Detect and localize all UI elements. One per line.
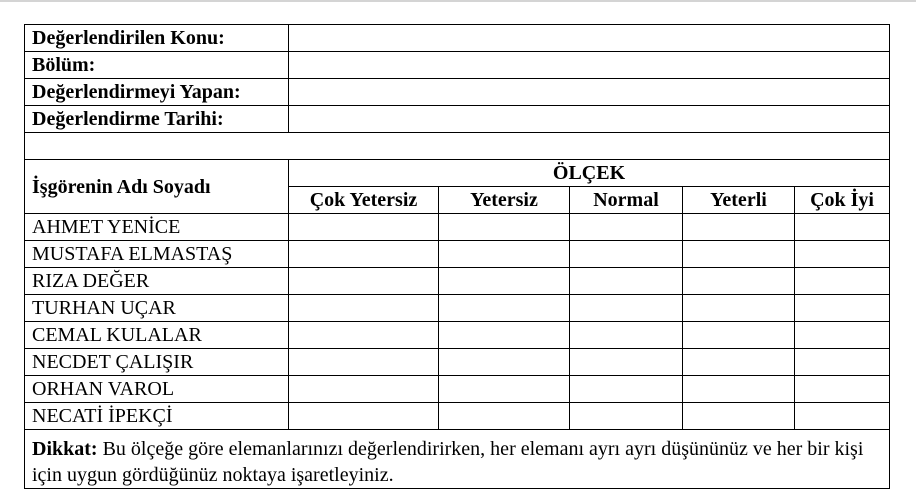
- employee-name: TURHAN UÇAR: [25, 295, 289, 322]
- employee-name: ORHAN VAROL: [25, 376, 289, 403]
- rating-cell[interactable]: [439, 349, 570, 376]
- rating-cell[interactable]: [289, 403, 439, 430]
- rating-cell[interactable]: [439, 322, 570, 349]
- rating-cell[interactable]: [683, 241, 795, 268]
- rating-cell[interactable]: [439, 403, 570, 430]
- evaluation-form-table: [24, 24, 890, 489]
- page-top-edge: [0, 0, 916, 2]
- rating-cell[interactable]: [439, 268, 570, 295]
- rating-cell[interactable]: [570, 322, 683, 349]
- employee-row: [25, 376, 890, 403]
- field-label-department: Bölüm:: [25, 52, 289, 79]
- rating-cell[interactable]: [683, 403, 795, 430]
- rating-cell[interactable]: [795, 295, 890, 322]
- rating-cell[interactable]: [683, 214, 795, 241]
- field-value-topic[interactable]: [289, 25, 890, 52]
- rating-cell[interactable]: [439, 241, 570, 268]
- rating-cell[interactable]: [795, 241, 890, 268]
- name-column-header: İşgörenin Adı Soyadı: [25, 160, 289, 214]
- employee-name: MUSTAFA ELMASTAŞ: [25, 241, 289, 268]
- scale-header: ÖLÇEK: [289, 160, 890, 187]
- rating-cell[interactable]: [795, 349, 890, 376]
- employee-name: NECATİ İPEKÇİ: [25, 403, 289, 430]
- employee-row: [25, 214, 890, 241]
- scale-level-header: Yetersiz: [439, 187, 570, 214]
- rating-cell[interactable]: [439, 295, 570, 322]
- rating-cell[interactable]: [289, 241, 439, 268]
- employee-row: [25, 403, 890, 430]
- scale-level-header: Normal: [570, 187, 683, 214]
- field-row-topic: [25, 25, 890, 52]
- employee-row: [25, 268, 890, 295]
- field-row-evaluator: [25, 79, 890, 106]
- rating-cell[interactable]: [570, 349, 683, 376]
- scale-level-header: Yeterli: [683, 187, 795, 214]
- field-value-evaluator[interactable]: [289, 79, 890, 106]
- note-text: Bu ölçeğe göre elemanlarınızı değerlendirirken, her elemanı ayrı ayrı düşününüz ve her bir kişi için uygun gördüğünüz noktaya işaretleyiniz.: [32, 438, 864, 486]
- field-value-department[interactable]: [289, 52, 890, 79]
- scale-header-row: [25, 160, 890, 187]
- employee-name: NECDET ÇALIŞIR: [25, 349, 289, 376]
- employee-row: [25, 241, 890, 268]
- rating-cell[interactable]: [289, 349, 439, 376]
- rating-cell[interactable]: [795, 214, 890, 241]
- field-row-department: [25, 52, 890, 79]
- scale-level-header: Çok Yetersiz: [289, 187, 439, 214]
- scale-level-header: Çok İyi: [795, 187, 890, 214]
- spacer-row: [25, 133, 890, 160]
- note-label: Dikkat:: [32, 438, 98, 460]
- rating-cell[interactable]: [795, 376, 890, 403]
- field-value-date[interactable]: [289, 106, 890, 133]
- rating-cell[interactable]: [289, 268, 439, 295]
- employee-row: [25, 295, 890, 322]
- field-label-date: Değerlendirme Tarihi:: [25, 106, 289, 133]
- employee-name: RIZA DEĞER: [25, 268, 289, 295]
- field-row-date: [25, 106, 890, 133]
- field-label-topic: Değerlendirilen Konu:: [25, 25, 289, 52]
- rating-cell[interactable]: [795, 403, 890, 430]
- rating-cell[interactable]: [570, 268, 683, 295]
- rating-cell[interactable]: [795, 268, 890, 295]
- rating-cell[interactable]: [289, 295, 439, 322]
- employee-name: AHMET YENİCE: [25, 214, 289, 241]
- rating-cell[interactable]: [683, 295, 795, 322]
- rating-cell[interactable]: [570, 295, 683, 322]
- employee-name: CEMAL KULALAR: [25, 322, 289, 349]
- rating-cell[interactable]: [289, 376, 439, 403]
- employee-row: [25, 322, 890, 349]
- rating-cell[interactable]: [439, 214, 570, 241]
- rating-cell[interactable]: [570, 241, 683, 268]
- rating-cell[interactable]: [683, 376, 795, 403]
- rating-cell[interactable]: [570, 214, 683, 241]
- spacer-cell: [25, 133, 890, 160]
- rating-cell[interactable]: [683, 322, 795, 349]
- rating-cell[interactable]: [683, 268, 795, 295]
- rating-cell[interactable]: [570, 403, 683, 430]
- rating-cell[interactable]: [439, 376, 570, 403]
- rating-cell[interactable]: [289, 214, 439, 241]
- rating-cell[interactable]: [795, 322, 890, 349]
- rating-cell[interactable]: [570, 376, 683, 403]
- field-label-evaluator: Değerlendirmeyi Yapan:: [25, 79, 289, 106]
- rating-cell[interactable]: [683, 349, 795, 376]
- rating-cell[interactable]: [289, 322, 439, 349]
- employee-row: [25, 349, 890, 376]
